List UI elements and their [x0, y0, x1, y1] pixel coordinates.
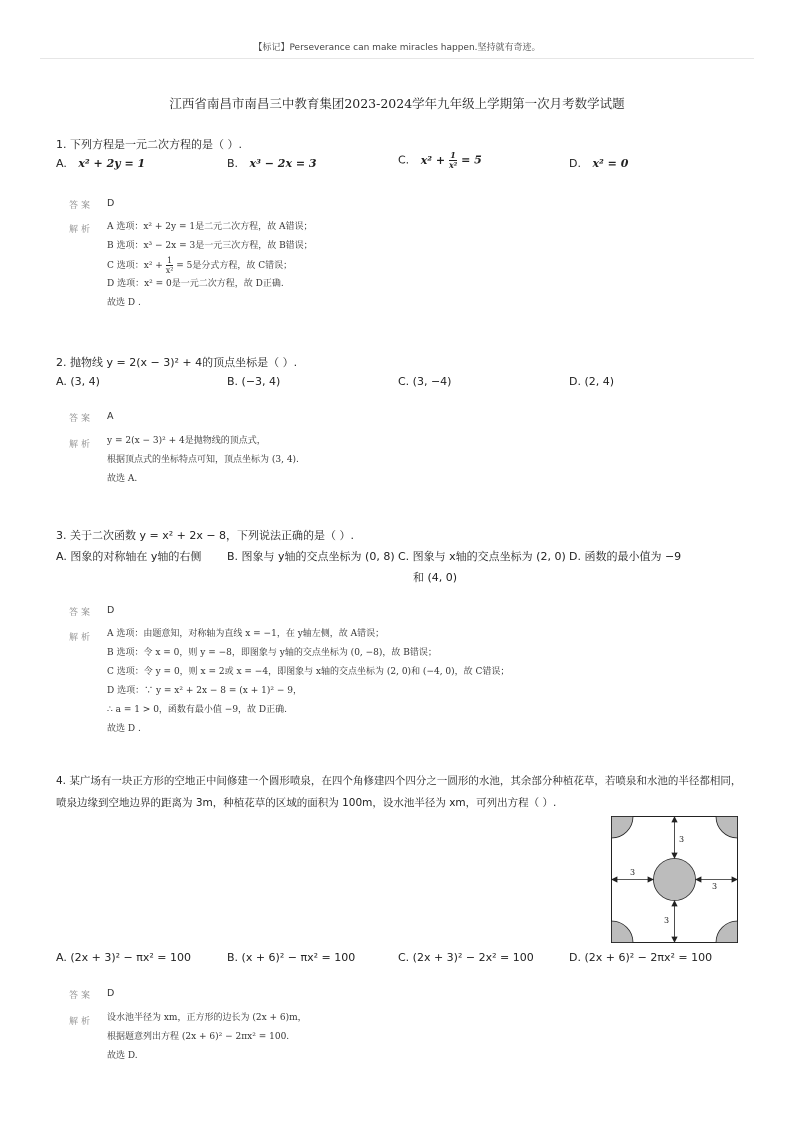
- q1-analysis-line: B 选项：x³ − 2x = 3是一元三次方程，故 B错误；: [107, 241, 313, 251]
- q4-analysis-line: 根据题意列出方程 (2x + 6)² − 2πx² = 100.: [107, 1032, 290, 1042]
- q4-option-c[interactable]: C. (2x + 3)² − 2x² = 100: [398, 951, 534, 964]
- q1-option-c-letter: C.: [398, 153, 410, 167]
- q1-option-c-text: x² +: [420, 153, 449, 167]
- q1-option-c[interactable]: [398, 151, 482, 170]
- q2-option-d[interactable]: D. (2, 4): [569, 375, 615, 388]
- q2-option-c[interactable]: C. (3, −4): [398, 375, 452, 388]
- q4-analysis: [107, 1009, 307, 1066]
- q1-analysis-c-head: C 选项：x² +: [107, 261, 166, 271]
- q3-answer-label: 答案: [69, 608, 94, 618]
- header-divider: [40, 58, 754, 59]
- q1-option-c-fraction: [449, 151, 457, 170]
- q2-analysis-line: 根据顶点式的坐标特点可知，顶点坐标为 (3, 4).: [107, 455, 299, 465]
- page-title: 江西省南昌市南昌三中教育集团2023-2024学年九年级上学期第一次月考数学试题: [169, 96, 625, 111]
- q3-stem: 3. 关于二次函数 y = x² + 2x − 8，下列说法正确的是（ ）.: [56, 529, 355, 542]
- q1-analysis-line: D 选项：x² = 0是一元二次方程，故 D正确.: [107, 279, 284, 289]
- q3-analysis-line: ∴ a = 1 > 0，函数有最小值 −9，故 D正确.: [107, 705, 287, 715]
- q3-option-c-continued: 和 (4, 0): [413, 571, 458, 584]
- q4-square-plaza-figure: [611, 816, 738, 943]
- page-header: 【标记】Perseverance can make miracles happen.坚持就有奇迹。: [253, 43, 541, 53]
- q4-stem-line2: 喷泉边缘到空地边界的距离为 3m，种植花草的区域的面积为 100m，设水池半径为 xm，可列出方程（ ）.: [56, 797, 557, 809]
- q3-option-d[interactable]: D. 函数的最小值为 −9: [569, 550, 682, 563]
- q3-analysis-line: 故选 D .: [107, 724, 141, 734]
- q3-analysis-line: B 选项：令 x = 0，则 y = −8，即图象与 y轴的交点坐标为 (0, −8)，故 B错误；: [107, 648, 437, 658]
- q3-analysis-label: 解析: [69, 633, 94, 643]
- q4-analysis-label: 解析: [69, 1017, 94, 1027]
- q3-answer-value: D: [107, 605, 115, 616]
- q4-option-b[interactable]: B. (x + 6)² − πx² = 100: [227, 951, 356, 964]
- q1-option-a-text: x² + 2y = 1: [78, 157, 146, 170]
- q1-option-b-text: x³ − 2x = 3: [249, 157, 317, 170]
- q1-option-d[interactable]: [569, 157, 628, 170]
- fraction-denominator: x²: [165, 266, 174, 275]
- q1-answer-label: 答案: [69, 201, 94, 211]
- q1-analysis-label: 解析: [69, 225, 94, 235]
- q2-answer-label: 答案: [69, 414, 94, 424]
- q1-answer-value: D: [107, 198, 115, 209]
- q1-analysis: [107, 218, 313, 313]
- q1-option-b[interactable]: [227, 157, 317, 170]
- q1-option-d-letter: D.: [569, 157, 581, 170]
- q1-analysis-line-c: [107, 256, 313, 275]
- q2-stem: 2. 抛物线 y = 2(x − 3)² + 4的顶点坐标是（ ）.: [56, 356, 298, 369]
- q4-answer-value: D: [107, 988, 115, 999]
- q4-stem-line1: 4. 某广场有一块正方形的空地正中间修建一个圆形喷泉，在四个角修建四个四分之一圆形的水池，其余部分种植花草，若喷泉和水池的半径都相同，: [56, 775, 742, 787]
- distance-label-bottom: 3: [664, 916, 670, 925]
- q1-stem: 1. 下列方程是一元二次方程的是（ ）.: [56, 138, 242, 151]
- q3-analysis: [107, 625, 509, 739]
- fraction-numerator: 1: [450, 150, 456, 160]
- q3-option-b[interactable]: B. 图象与 y轴的交点坐标为 (0, 8): [227, 550, 395, 563]
- q1-option-d-text: x² = 0: [592, 157, 629, 170]
- q4-answer-label: 答案: [69, 991, 94, 1001]
- q4-option-d[interactable]: D. (2x + 6)² − 2πx² = 100: [569, 951, 713, 964]
- q2-analysis-label: 解析: [69, 440, 94, 450]
- distance-label-top: 3: [679, 835, 685, 844]
- q3-option-a[interactable]: A. 图象的对称轴在 y轴的右侧: [56, 550, 202, 563]
- fountain-circle: [654, 859, 696, 901]
- q1-analysis-line: 故选 D .: [107, 298, 141, 308]
- q3-option-c[interactable]: C. 图象与 x轴的交点坐标为 (2, 0): [398, 550, 566, 563]
- fraction-numerator: 1: [167, 256, 173, 265]
- q2-answer-value: A: [107, 411, 114, 422]
- fraction-denominator: x²: [448, 160, 458, 170]
- q3-analysis-line: C 选项：令 y = 0，则 x = 2或 x = −4，即图象与 x轴的交点坐标为 (2, 0)和 (−4, 0)，故 C错误；: [107, 667, 510, 677]
- q3-analysis-line: D 选项：∵ y = x² + 2x − 8 = (x + 1)² − 9，: [107, 686, 302, 696]
- distance-label-left: 3: [630, 868, 636, 877]
- q2-analysis-line: 故选 A.: [107, 474, 138, 484]
- distance-label-right: 3: [712, 882, 718, 891]
- q1-option-a-letter: A.: [56, 157, 67, 170]
- q1-option-a[interactable]: [56, 157, 145, 170]
- q1-option-c-tail: = 5: [457, 153, 482, 167]
- q4-option-a[interactable]: A. (2x + 3)² − πx² = 100: [56, 951, 191, 964]
- q1-analysis-c-tail: = 5是分式方程，故 C错误；: [173, 261, 293, 271]
- q2-option-a[interactable]: A. (3, 4): [56, 375, 100, 388]
- q4-analysis-line: 故选 D.: [107, 1051, 138, 1061]
- q4-analysis-line: 设水池半径为 xm，正方形的边长为 (2x + 6)m，: [107, 1013, 307, 1023]
- q2-analysis-line: y = 2(x − 3)² + 4是抛物线的顶点式，: [107, 436, 266, 446]
- q1-option-b-letter: B.: [227, 157, 239, 170]
- q3-analysis-line: A 选项：由题意知，对称轴为直线 x = −1，在 y轴左侧，故 A错误；: [107, 629, 385, 639]
- q2-option-b[interactable]: B. (−3, 4): [227, 375, 281, 388]
- q2-analysis: [107, 432, 299, 489]
- q1-analysis-line: A 选项：x² + 2y = 1是二元二次方程，故 A错误；: [107, 222, 313, 232]
